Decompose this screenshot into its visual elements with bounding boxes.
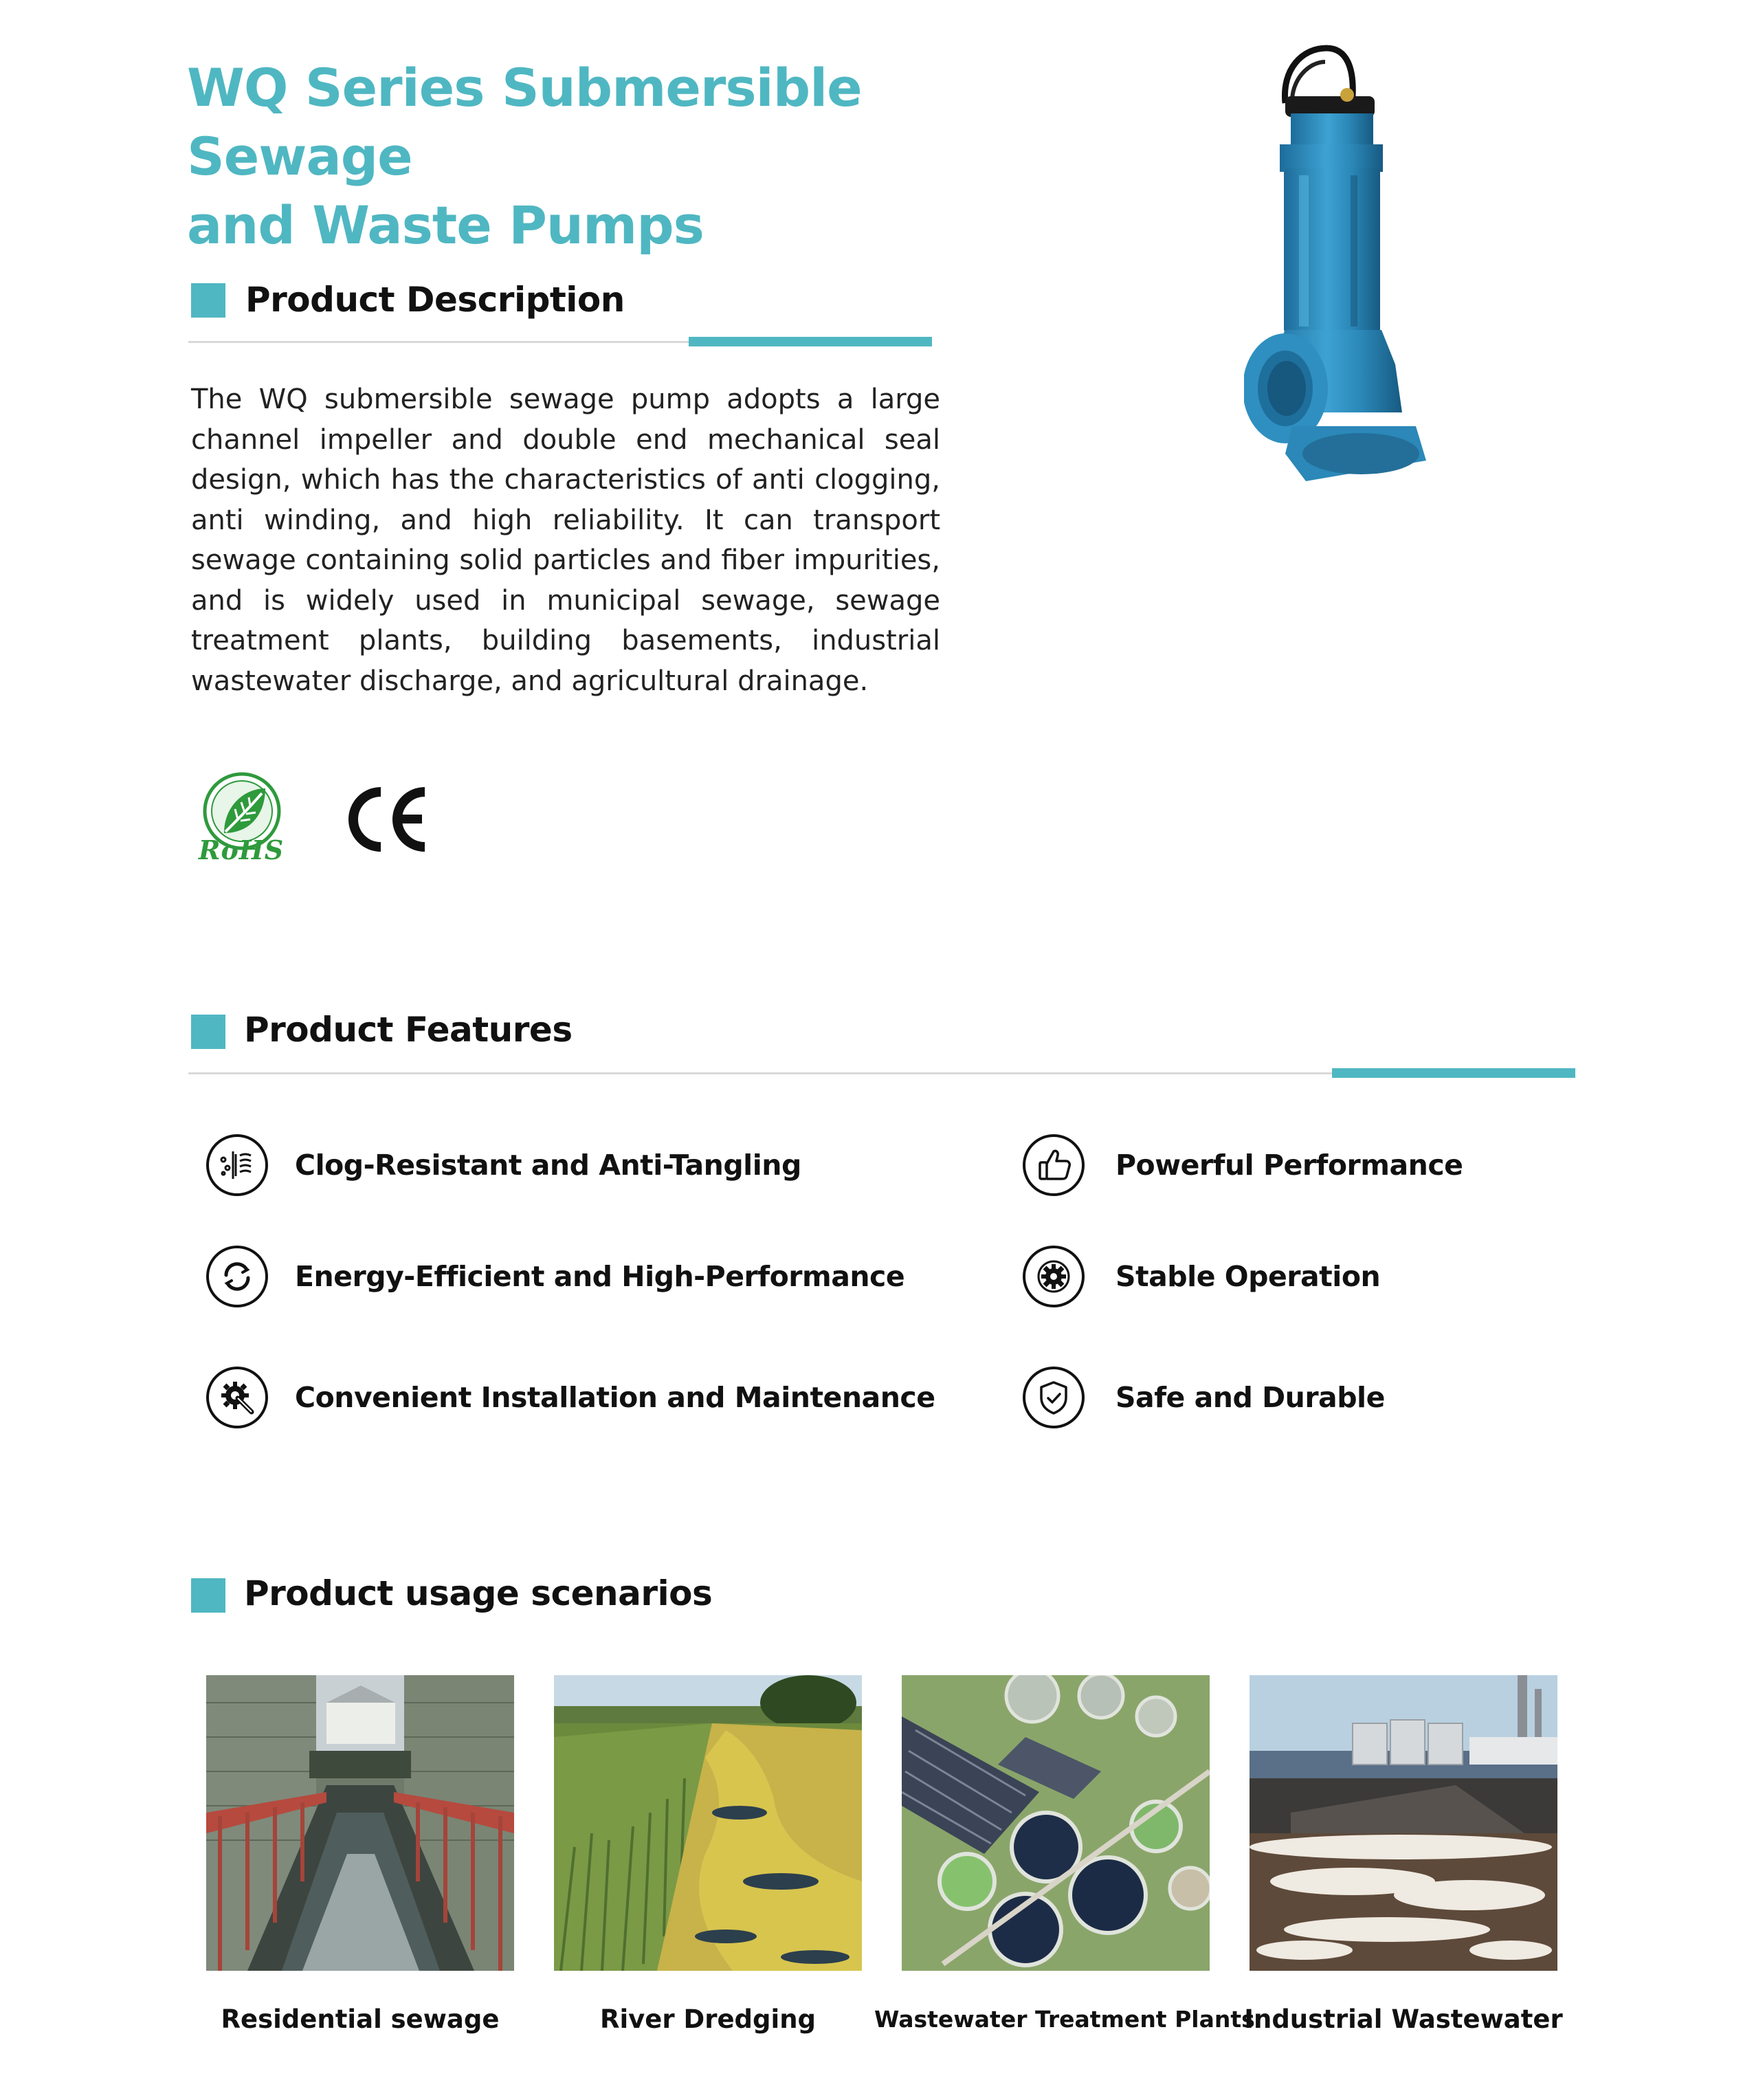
scenario-caption-wastewater: Wastewater Treatment Plants	[874, 2006, 1255, 2033]
scenario-caption-residential: Residential sewage	[221, 2004, 500, 2034]
pump-product-image	[1244, 41, 1430, 481]
shield-check-icon	[1023, 1367, 1085, 1428]
refresh-icon	[206, 1246, 268, 1307]
residential-sewage-photo	[206, 1675, 514, 1971]
page-title-line-2: and Waste Pumps	[187, 195, 704, 256]
description-text: The WQ submersible sewage pump adopts a large channel impeller and double end mechanical seal design, which has the characteristics of anti clogging, anti winding, and high reliability. It can transport sewage containing solid particles and fiber impurities, and is widely used in municipal sewage, sewage treatment plants, building basements, industrial wastewater discharge, and agricultural drainage.	[191, 384, 940, 697]
wastewater-plant-photo	[902, 1675, 1210, 1971]
feature-label-safe-durable: Safe and Durable	[1115, 1381, 1385, 1414]
feature-label-stable-operation: Stable Operation	[1115, 1260, 1381, 1293]
description-heading: Product Description	[245, 280, 625, 320]
description-divider-accent	[689, 337, 932, 346]
thumbs-up-icon	[1023, 1134, 1085, 1196]
feature-label-energy-efficient: Energy-Efficient and High-Performance	[295, 1260, 905, 1293]
anti-clog-icon	[206, 1134, 268, 1196]
scenarios-heading: Product usage scenarios	[244, 1573, 713, 1613]
feature-label-powerful-performance: Powerful Performance	[1115, 1149, 1463, 1182]
gear-icon	[1023, 1246, 1085, 1307]
feature-label-clog-resistant: Clog-Resistant and Anti-Tangling	[295, 1149, 801, 1182]
description-section-marker	[191, 283, 225, 318]
features-section-marker	[191, 1015, 225, 1049]
feature-label-convenient-installation: Convenient Installation and Maintenance	[295, 1381, 935, 1414]
river-dredging-photo	[554, 1675, 862, 1971]
wrench-gear-icon	[206, 1367, 268, 1428]
features-heading: Product Features	[244, 1010, 573, 1050]
page-title	[187, 54, 1053, 260]
rohs-logo	[197, 771, 286, 865]
scenarios-section-marker	[191, 1578, 225, 1613]
scenario-caption-industrial: Industrial Wastewater	[1244, 2004, 1563, 2034]
scenario-caption-river: River Dredging	[599, 2004, 817, 2034]
features-divider-accent	[1332, 1068, 1575, 1078]
ce-mark	[341, 784, 430, 858]
rohs-label: RoHS	[198, 835, 285, 865]
page-title-line-1: WQ Series Submersible Sewage	[187, 57, 862, 187]
industrial-wastewater-photo	[1250, 1675, 1557, 1971]
